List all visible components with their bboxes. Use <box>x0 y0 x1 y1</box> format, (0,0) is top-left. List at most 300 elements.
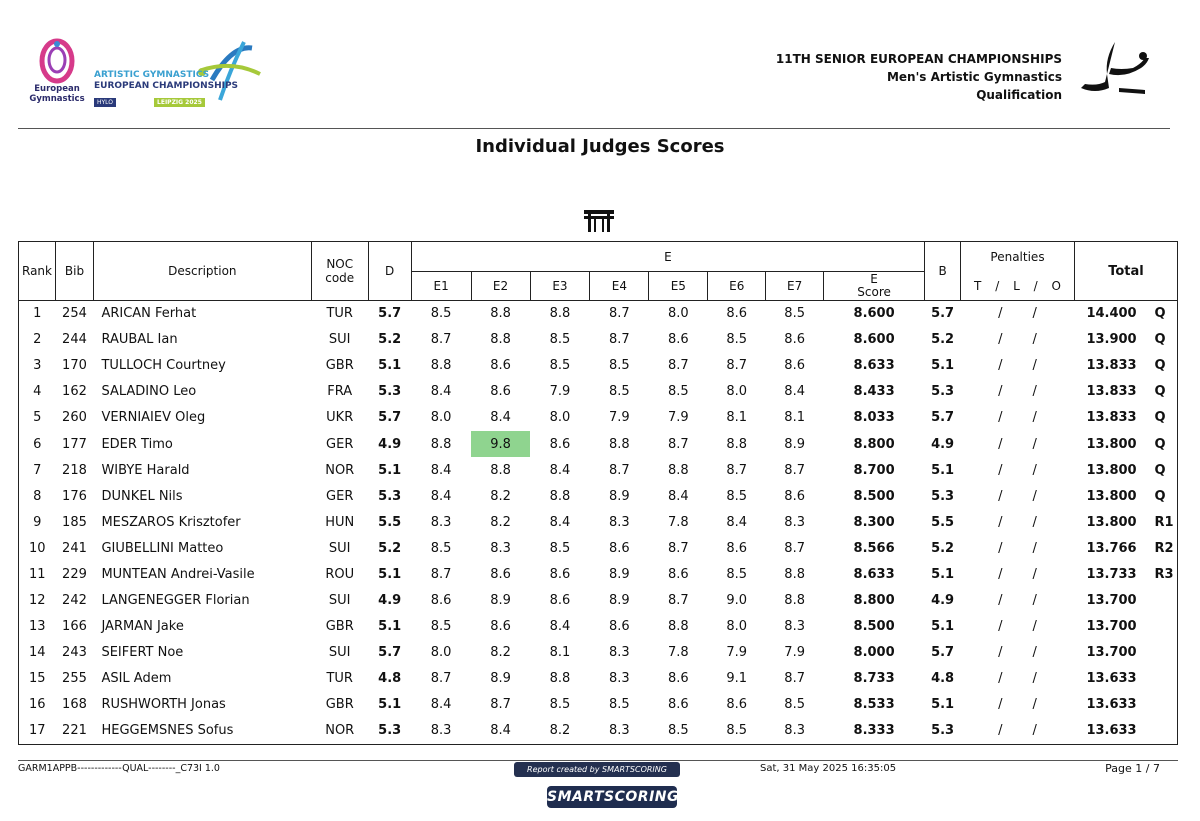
e5-cell: 8.7 <box>667 358 689 374</box>
rank-cell: 2 <box>19 327 56 353</box>
col-total-header: Total <box>1074 242 1177 301</box>
penalties-values <box>961 437 1075 452</box>
total-cell <box>1074 431 1177 457</box>
athlete-name-cell: RUSHWORTH Jonas <box>101 697 226 713</box>
footer-page-number: Page 1 / 7 <box>1105 762 1160 775</box>
e6-cell: 8.6 <box>726 697 748 713</box>
e7-cell: 8.4 <box>784 384 805 400</box>
e5-cell: 8.7 <box>667 593 689 609</box>
noc-cell: GBR <box>325 697 354 713</box>
col-bib-header: Bib <box>55 242 93 301</box>
table-row <box>19 614 1178 640</box>
page-title: Individual Judges Scores <box>475 136 725 157</box>
athlete-name-cell: DUNKEL Nils <box>101 488 183 504</box>
penalties-values <box>961 541 1075 556</box>
e1-cell: 8.5 <box>430 306 452 322</box>
e3-cell: 8.4 <box>549 619 571 635</box>
col-b-header: B <box>925 242 961 301</box>
penalties-cell <box>961 457 1075 483</box>
e5-cell: 8.6 <box>667 697 689 713</box>
pen-sep-1: / <box>995 278 1000 293</box>
total-cell <box>1074 483 1177 509</box>
e-score-cell: 8.433 <box>853 384 895 400</box>
d-score-cell: 5.2 <box>378 332 402 348</box>
e2-cell: 8.3 <box>490 540 511 556</box>
e4-cell: 8.7 <box>609 332 630 348</box>
total-cell <box>1074 327 1177 353</box>
qualification-mark: Q <box>1154 410 1166 426</box>
penalties-cell <box>961 353 1075 379</box>
table-row <box>19 457 1178 483</box>
total-score: 13.733 <box>1086 566 1137 582</box>
e6-cell: 7.9 <box>726 645 748 661</box>
total-score: 13.700 <box>1086 593 1137 609</box>
champ-line2: EUROPEAN CHAMPIONSHIPS <box>94 81 239 91</box>
bib-cell: 254 <box>62 306 87 322</box>
total-score: 13.800 <box>1086 462 1137 478</box>
table-row <box>19 379 1178 405</box>
penalties-cell <box>961 718 1075 744</box>
penalties-values <box>961 567 1075 582</box>
d-score-cell: 5.1 <box>378 566 402 582</box>
pen-o-label: O <box>1051 278 1061 293</box>
b-score-cell: 5.3 <box>931 384 955 400</box>
e3-cell: 8.2 <box>530 718 590 744</box>
athlete-name-cell: ARICAN Ferhat <box>101 306 197 322</box>
e-score-cell: 8.800 <box>853 593 895 609</box>
table-row <box>19 666 1178 692</box>
penalties-values <box>961 358 1075 373</box>
bib-cell: 229 <box>62 566 87 582</box>
total-cell <box>1074 509 1177 535</box>
total-score: 13.900 <box>1086 332 1137 348</box>
b-score-cell: 5.3 <box>931 488 955 504</box>
total-cell <box>1074 301 1177 327</box>
penalty-separator: / <box>998 540 1003 556</box>
total-cell <box>1074 457 1177 483</box>
e3-cell: 8.5 <box>549 697 571 713</box>
noc-cell: NOR <box>311 718 368 744</box>
penalties-values <box>961 384 1075 399</box>
eg-logo-text: European Gymnastics <box>29 84 85 104</box>
e3-cell: 8.1 <box>549 645 571 661</box>
e6-cell: 8.7 <box>726 462 748 478</box>
e5-cell: 8.6 <box>667 671 689 687</box>
total-score: 13.766 <box>1086 540 1137 556</box>
b-score-cell: 5.5 <box>931 514 955 530</box>
e7-cell: 8.9 <box>784 436 805 452</box>
e2-cell: 8.6 <box>490 566 511 582</box>
table-row <box>19 353 1178 379</box>
bib-cell: 176 <box>62 488 87 504</box>
rank-cell: 7 <box>19 457 56 483</box>
e2-cell: 8.4 <box>490 410 511 426</box>
bib-cell: 185 <box>62 514 87 530</box>
leipzig-badge: LEIPZIG 2025 <box>154 98 205 107</box>
penalty-separator: / <box>998 358 1003 374</box>
e3-cell: 8.8 <box>549 488 571 504</box>
e3-cell: 8.5 <box>549 332 571 348</box>
b-score-cell: 4.9 <box>931 436 955 452</box>
e2-cell: 8.2 <box>490 514 511 530</box>
col-penalties-sub-header <box>961 272 1075 301</box>
scores-body <box>19 301 1178 745</box>
noc-cell: NOR <box>325 462 355 478</box>
penalties-cell <box>961 431 1075 457</box>
e5-cell: 8.5 <box>667 384 689 400</box>
e4-cell: 8.5 <box>609 384 630 400</box>
athlete-name-cell: LANGENEGGER Florian <box>101 593 250 609</box>
e7-cell: 8.7 <box>784 462 805 478</box>
penalty-separator: / <box>998 488 1003 504</box>
b-score-cell: 5.2 <box>931 332 955 348</box>
table-row <box>19 561 1178 587</box>
e7-cell: 8.8 <box>784 593 805 609</box>
table-row <box>19 509 1178 535</box>
e-score-cell: 8.633 <box>853 358 895 374</box>
championships-text <box>94 70 238 92</box>
col-e6-header: E6 <box>708 272 766 301</box>
penalty-separator: / <box>1032 488 1037 504</box>
e-score-cell: 8.600 <box>853 306 895 322</box>
e4-cell: 8.7 <box>609 306 630 322</box>
penalties-values <box>961 593 1075 608</box>
e3-cell: 8.4 <box>549 514 571 530</box>
penalty-separator: / <box>1032 410 1037 426</box>
qualification-mark: Q <box>1154 384 1166 400</box>
col-d-header: D <box>368 242 411 301</box>
e3-cell: 8.4 <box>549 462 571 478</box>
noc-cell: SUI <box>328 645 351 661</box>
d-score-cell: 5.1 <box>378 358 402 374</box>
penalties-values <box>961 619 1075 634</box>
e4-cell: 8.3 <box>590 718 649 744</box>
report-header <box>0 0 1200 130</box>
e2-cell: 8.2 <box>490 488 511 504</box>
athlete-name-cell: MUNTEAN Andrei-Vasile <box>101 566 255 582</box>
bib-cell: 177 <box>62 436 87 452</box>
total-cell <box>1074 353 1177 379</box>
e7-cell: 8.7 <box>784 671 805 687</box>
total-cell <box>1074 640 1177 666</box>
championships-logo <box>92 40 267 110</box>
b-score-cell: 5.2 <box>931 540 955 556</box>
e-score-cell: 8.633 <box>853 566 895 582</box>
e6-cell: 8.0 <box>726 619 748 635</box>
e1-cell: 8.7 <box>430 566 452 582</box>
e5-cell: 8.4 <box>667 488 689 504</box>
e2-cell: 8.4 <box>471 718 530 744</box>
rank-cell: 4 <box>19 379 56 405</box>
penalty-separator: / <box>998 514 1003 530</box>
gymnast-silhouette-icon <box>1075 38 1157 106</box>
penalty-separator: / <box>998 619 1003 635</box>
rank-cell: 5 <box>19 405 56 431</box>
eg-emblem-icon <box>24 36 90 86</box>
penalties-values <box>961 306 1075 321</box>
table-row <box>19 692 1178 718</box>
e6-cell: 8.5 <box>726 332 748 348</box>
noc-cell: UKR <box>326 410 354 426</box>
penalties-values <box>961 463 1075 478</box>
total-cell <box>1074 718 1177 744</box>
total-score: 13.800 <box>1086 514 1137 530</box>
e6-cell: 8.8 <box>726 436 748 452</box>
athlete-name-cell: ASIL Adem <box>101 671 172 687</box>
e5-cell: 8.8 <box>667 462 689 478</box>
e6-cell: 8.5 <box>726 488 748 504</box>
e5-cell: 8.6 <box>667 566 689 582</box>
penalties-values <box>961 410 1075 425</box>
qualification-mark: Q <box>1154 306 1166 322</box>
penalty-separator: / <box>1032 566 1037 582</box>
penalties-cell <box>961 535 1075 561</box>
e1-cell: 8.4 <box>430 697 452 713</box>
e4-cell: 8.7 <box>609 462 630 478</box>
total-cell <box>1074 692 1177 718</box>
e-score-cell: 8.000 <box>853 645 895 661</box>
bib-cell: 218 <box>62 462 87 478</box>
e7-cell: 8.1 <box>784 410 805 426</box>
e7-cell: 8.3 <box>766 718 824 744</box>
penalty-separator: / <box>1032 514 1037 530</box>
e2-cell: 8.6 <box>490 384 511 400</box>
b-score-cell: 4.9 <box>931 593 955 609</box>
bib-cell: 221 <box>55 718 93 744</box>
rank-cell: 12 <box>19 588 56 614</box>
e6-cell: 8.7 <box>726 358 748 374</box>
e2-cell: 8.6 <box>490 619 511 635</box>
e1-cell: 8.4 <box>430 488 452 504</box>
table-row <box>19 301 1178 327</box>
e3-cell: 8.6 <box>549 436 571 452</box>
e1-cell: 8.8 <box>430 436 452 452</box>
penalty-separator: / <box>1032 436 1037 452</box>
e-score-cell: 8.500 <box>853 488 895 504</box>
pen-l-label: L <box>1013 278 1020 293</box>
penalties-cell <box>961 692 1075 718</box>
noc-cell: SUI <box>328 540 351 556</box>
e4-cell: 8.3 <box>609 514 630 530</box>
penalties-cell <box>961 379 1075 405</box>
col-escore-header: E Score <box>824 272 925 301</box>
qualification-mark: R3 <box>1154 566 1174 582</box>
total-cell <box>1074 614 1177 640</box>
total-score: 13.833 <box>1086 358 1137 374</box>
penalties-values <box>961 671 1075 686</box>
total-cell <box>1074 561 1177 587</box>
footer-date: Sat, 31 May 2025 16:35:05 <box>760 763 897 774</box>
noc-cell: ROU <box>325 566 355 582</box>
penalties-cell <box>961 483 1075 509</box>
penalties-cell <box>961 666 1075 692</box>
e3-cell: 8.8 <box>549 671 571 687</box>
noc-cell: GBR <box>325 619 354 635</box>
table-row <box>19 405 1178 431</box>
total-score: 13.700 <box>1086 619 1137 635</box>
penalty-separator: / <box>998 697 1003 713</box>
penalty-separator: / <box>998 723 1003 739</box>
penalty-separator: / <box>1032 593 1037 609</box>
noc-cell: GER <box>326 488 354 504</box>
penalty-separator: / <box>998 462 1003 478</box>
e5-cell: 8.6 <box>667 332 689 348</box>
noc-cell: SUI <box>328 332 351 348</box>
penalty-separator: / <box>998 566 1003 582</box>
e5-cell: 8.8 <box>667 619 689 635</box>
rank-cell: 10 <box>19 535 56 561</box>
athlete-name-cell: EDER Timo <box>101 436 173 452</box>
total-cell <box>1074 535 1177 561</box>
e4-cell: 8.9 <box>609 488 630 504</box>
champ-line1: ARTISTIC GYMNASTICS <box>94 70 210 80</box>
col-e7-header: E7 <box>766 272 824 301</box>
penalty-separator: / <box>998 436 1003 452</box>
penalty-separator: / <box>998 306 1003 322</box>
penalty-separator: / <box>1032 645 1037 661</box>
athlete-name-cell: GIUBELLINI Matteo <box>101 540 224 556</box>
qualification-mark: R2 <box>1154 540 1174 556</box>
bib-cell: 162 <box>62 384 87 400</box>
col-noc-header: NOC code <box>311 242 368 301</box>
col-e1-header: E1 <box>411 272 471 301</box>
e7-cell: 8.5 <box>784 697 805 713</box>
e-score-cell: 8.300 <box>853 514 895 530</box>
penalty-separator: / <box>1032 697 1037 713</box>
col-penalties-header: Penalties <box>961 242 1075 272</box>
e3-cell: 8.0 <box>549 410 571 426</box>
table-row <box>19 431 1178 457</box>
e5-cell: 8.0 <box>667 306 689 322</box>
b-score-cell: 5.1 <box>931 462 955 478</box>
rank-cell: 15 <box>19 666 56 692</box>
penalties-cell <box>961 614 1075 640</box>
parallel-bars-icon <box>582 208 616 234</box>
table-row <box>19 588 1178 614</box>
penalties-values <box>961 723 1075 738</box>
e6-cell: 8.6 <box>726 540 748 556</box>
penalty-separator: / <box>998 671 1003 687</box>
e5-cell: 8.7 <box>667 540 689 556</box>
d-score-cell: 4.9 <box>378 436 402 452</box>
footer-divider <box>18 760 1178 761</box>
total-score: 14.400 <box>1086 306 1137 322</box>
d-score-cell: 4.8 <box>378 671 402 687</box>
penalty-separator: / <box>1032 619 1037 635</box>
rank-cell: 3 <box>19 353 56 379</box>
e2-cell: 8.8 <box>490 462 511 478</box>
pen-t-label: T <box>973 278 982 293</box>
e4-cell: 8.5 <box>609 697 630 713</box>
e3-cell: 8.5 <box>549 540 571 556</box>
penalty-separator: / <box>1032 723 1037 739</box>
header-divider <box>18 128 1170 129</box>
total-score: 13.633 <box>1086 723 1137 739</box>
d-score-cell: 4.9 <box>378 593 402 609</box>
penalties-values <box>961 645 1075 660</box>
d-score-cell: 5.7 <box>378 645 402 661</box>
d-score-cell: 5.7 <box>378 410 402 426</box>
athlete-name-cell: VERNIAIEV Oleg <box>101 410 206 426</box>
e4-cell: 8.8 <box>609 436 630 452</box>
penalties-cell <box>961 327 1075 353</box>
total-score: 13.633 <box>1086 697 1137 713</box>
e2-cell: 8.2 <box>490 645 511 661</box>
d-score-cell: 5.3 <box>368 718 411 744</box>
hylo-badge: HYLO <box>94 98 116 107</box>
noc-cell: GER <box>326 436 354 452</box>
e7-cell: 8.8 <box>784 566 805 582</box>
noc-cell: SUI <box>328 593 351 609</box>
e4-cell: 8.5 <box>609 358 630 374</box>
b-score-cell: 5.7 <box>931 645 955 661</box>
penalties-cell <box>961 405 1075 431</box>
athlete-name-cell: RAUBAL Ian <box>101 332 178 348</box>
e2-cell: 8.7 <box>490 697 511 713</box>
noc-cell: FRA <box>327 384 353 400</box>
e5-cell: 8.5 <box>649 718 708 744</box>
penalty-separator: / <box>998 593 1003 609</box>
e6-cell: 9.0 <box>726 593 748 609</box>
penalty-separator: / <box>1032 306 1037 322</box>
d-score-cell: 5.3 <box>378 384 402 400</box>
table-row <box>19 718 1178 744</box>
event-discipline: Men's Artistic Gymnastics <box>886 70 1062 84</box>
col-description-header: Description <box>93 242 311 301</box>
e6-cell: 9.1 <box>726 671 748 687</box>
penalties-values <box>961 332 1075 347</box>
col-e4-header: E4 <box>590 272 649 301</box>
e-score-cell: 8.566 <box>853 540 895 556</box>
e7-cell: 8.6 <box>784 358 805 374</box>
penalties-cell <box>961 509 1075 535</box>
total-cell <box>1074 666 1177 692</box>
total-score: 13.833 <box>1086 384 1137 400</box>
e5-cell: 7.8 <box>667 514 689 530</box>
e-score-cell: 8.700 <box>853 462 895 478</box>
d-score-cell: 5.1 <box>378 462 402 478</box>
event-info <box>776 50 1062 104</box>
b-score-cell: 5.7 <box>931 306 955 322</box>
e7-cell: 8.5 <box>784 306 805 322</box>
table-row <box>19 327 1178 353</box>
bib-cell: 255 <box>62 671 87 687</box>
e1-cell: 8.4 <box>430 384 452 400</box>
e1-cell: 8.6 <box>430 593 452 609</box>
e7-cell: 8.3 <box>784 619 805 635</box>
total-cell <box>1074 379 1177 405</box>
e6-cell: 8.0 <box>726 384 748 400</box>
total-score: 13.800 <box>1086 488 1137 504</box>
penalties-cell <box>961 588 1075 614</box>
footer-report-code: GARM1APPB-------------QUAL--------_C73I 1.0 <box>18 763 220 774</box>
total-score: 13.833 <box>1086 410 1137 426</box>
e2-cell: 8.9 <box>490 671 511 687</box>
total-score: 13.633 <box>1086 671 1137 687</box>
e1-cell: 8.5 <box>430 619 452 635</box>
penalty-separator: / <box>998 384 1003 400</box>
e1-cell: 8.5 <box>430 540 452 556</box>
bib-cell: 260 <box>62 410 87 426</box>
qualification-mark: Q <box>1154 488 1166 504</box>
total-score: 13.800 <box>1086 436 1137 452</box>
rank-cell: 14 <box>19 640 56 666</box>
athlete-name-cell: HEGGEMSNES Sofus <box>93 718 311 744</box>
e-score-cell: 8.533 <box>853 697 895 713</box>
e3-cell: 8.8 <box>549 306 571 322</box>
european-gymnastics-logo <box>24 36 90 110</box>
b-score-cell: 5.1 <box>931 358 955 374</box>
